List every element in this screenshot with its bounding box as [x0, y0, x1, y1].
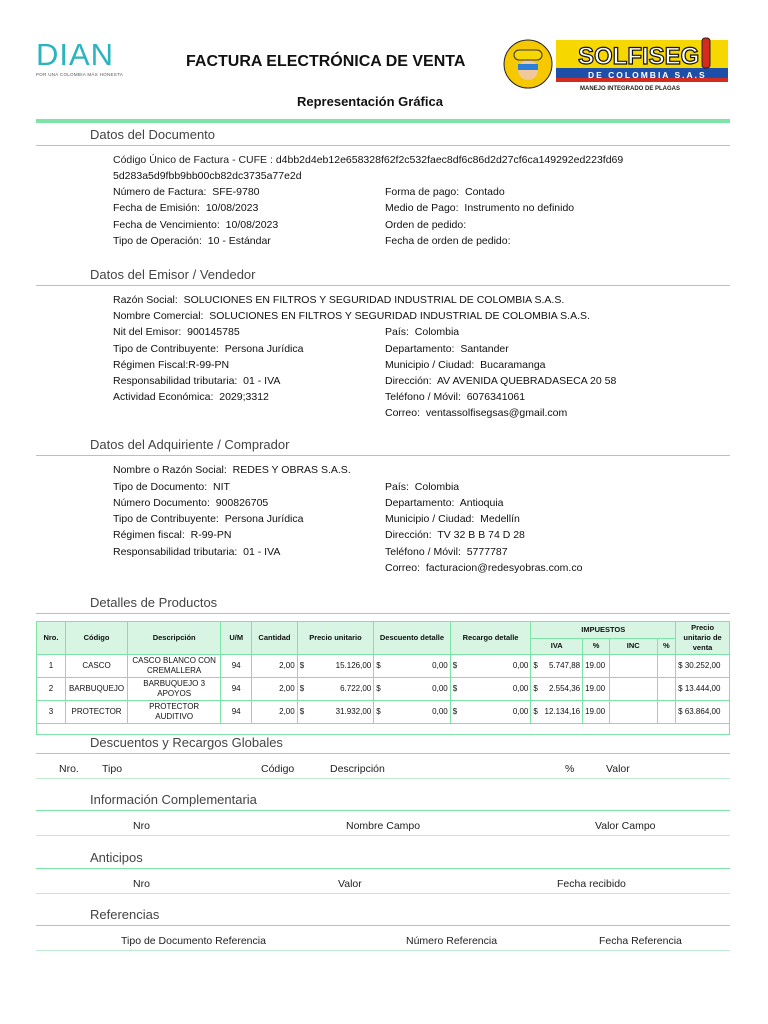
- adq-depto-row: [385, 497, 504, 509]
- ref-col-tipo: Tipo de Documento Referencia: [121, 935, 266, 947]
- solfiseg-logo: [496, 34, 730, 94]
- row-divider: [36, 778, 730, 779]
- section-productos-title: Detalles de Productos: [90, 595, 218, 610]
- table-row: 3 PROTECTOR PROTECTOR AUDITIVO 94 2,00 $ 31.932,00 $ 0,00 $ 0,00 $ 12.134,16 19.00 $ 63.864,00: [37, 701, 730, 724]
- desc-col-valor: Valor: [606, 763, 630, 775]
- depto-value: Santander: [460, 343, 509, 355]
- dian-tagline: POR UNA COLOMBIA MÁS HONESTA: [36, 72, 124, 77]
- adq-regimen-value: R-99-PN: [190, 529, 232, 541]
- adq-correo-row: [385, 562, 582, 574]
- adq-contrib-row: [113, 513, 303, 525]
- ref-col-numero: Número Referencia: [406, 935, 498, 947]
- medio-value: Instrumento no definido: [464, 202, 575, 214]
- section-divider: [36, 285, 730, 286]
- dian-logo: [36, 37, 126, 85]
- tipodoc-row: [113, 481, 230, 493]
- col-descripcion: Descripción: [128, 622, 221, 655]
- muni-label: Municipio / Ciudad:: [385, 359, 475, 371]
- adq-dir-label: Dirección:: [385, 529, 432, 541]
- adq-pais-row: [385, 481, 459, 493]
- regimen-row: [113, 359, 229, 371]
- correo-label: Correo:: [385, 407, 421, 419]
- col-cantidad: Cantidad: [252, 622, 298, 655]
- adq-tel-row: [385, 546, 508, 558]
- adq-pais-value: Colombia: [414, 481, 460, 493]
- nit-value: 900145785: [187, 326, 240, 338]
- brand-sub: DE COLOMBIA S.A.S: [588, 70, 707, 80]
- regimen-label: Régimen Fiscal:: [113, 359, 189, 371]
- pais-value: Colombia: [414, 326, 460, 338]
- razon-value: SOLUCIONES EN FILTROS Y SEGURIDAD INDUSTRIAL DE COLOMBIA S.A.S.: [183, 294, 565, 306]
- tipodoc-value: NIT: [213, 481, 230, 493]
- cufe-row: [113, 154, 623, 166]
- tel-value: 6076341061: [466, 391, 526, 403]
- anticipos-col-valor: Valor: [338, 878, 362, 890]
- comercial-value: SOLUCIONES EN FILTROS Y SEGURIDAD INDUSTRIAL DE COLOMBIA S.A.S.: [209, 310, 590, 322]
- desc-col-codigo: Código: [261, 763, 295, 775]
- forma-value: Contado: [464, 186, 505, 198]
- desc-col-descripcion: Descripción: [330, 763, 385, 775]
- resp-row: [113, 375, 280, 387]
- dir-value: AV AVENIDA QUEBRADASECA 20 58: [436, 375, 617, 387]
- nit-row: [113, 326, 240, 338]
- document-title: FACTURA ELECTRÓNICA DE VENTA: [186, 53, 466, 70]
- section-divider: [36, 455, 730, 456]
- col-inc: INC: [609, 638, 657, 655]
- col-descuento: Descuento detalle: [374, 622, 451, 655]
- info-col-valor: Valor Campo: [595, 820, 656, 832]
- medio-row: [385, 202, 574, 214]
- products-table: [36, 621, 730, 735]
- table-header-row: [37, 622, 730, 639]
- numero-value: SFE-9780: [212, 186, 260, 198]
- cufe-label: Código Único de Factura - CUFE :: [113, 154, 273, 166]
- section-referencias-title: Referencias: [90, 907, 160, 922]
- desc-col-pct: %: [565, 763, 575, 775]
- actividad-label: Actividad Económica:: [113, 391, 214, 403]
- contrib-value: Persona Jurídica: [224, 343, 304, 355]
- col-codigo: Código: [65, 622, 127, 655]
- cufe-value: d4bb2d4eb12e658328f62f2c532faec8df6c86d2d27cf6ca149292ed223fd69: [275, 154, 624, 166]
- col-impuestos: IMPUESTOS: [531, 622, 676, 639]
- adq-resp-value: 01 - IVA: [243, 546, 281, 558]
- contrib-label: Tipo de Contribuyente:: [113, 343, 219, 355]
- section-emisor-title: Datos del Emisor / Vendedor: [90, 267, 256, 282]
- brand-tagline: MANEJO INTEGRADO DE PLAGAS: [580, 86, 681, 92]
- section-documento-title: Datos del Documento: [90, 127, 216, 142]
- adq-regimen-label: Régimen fiscal:: [113, 529, 185, 541]
- adq-dir-value: TV 32 B B 74 D 28: [437, 529, 525, 541]
- comercial-row: [113, 310, 590, 322]
- section-divider: [36, 810, 730, 811]
- adq-muni-label: Municipio / Ciudad:: [385, 513, 475, 525]
- adq-muni-row: [385, 513, 520, 525]
- adq-regimen-row: [113, 529, 231, 541]
- emision-row: [113, 202, 258, 214]
- tel-label: Teléfono / Móvil:: [385, 391, 461, 403]
- forma-row: [385, 186, 505, 198]
- nombre-label: Nombre o Razón Social:: [113, 464, 227, 476]
- table-filler-row: [37, 724, 730, 735]
- col-recargo: Recargo detalle: [450, 622, 531, 655]
- row-divider: [36, 835, 730, 836]
- col-precio: Precio unitario: [297, 622, 374, 655]
- section-bar: [36, 119, 730, 123]
- adq-correo-label: Correo:: [385, 562, 421, 574]
- adq-contrib-label: Tipo de Contribuyente:: [113, 513, 219, 525]
- muni-value: Bucaramanga: [480, 359, 546, 371]
- col-inc-pct: %: [657, 638, 676, 655]
- adq-correo-value: facturacion@redesyobras.com.co: [425, 562, 583, 574]
- section-divider: [36, 925, 730, 926]
- adq-depto-label: Departamento:: [385, 497, 455, 509]
- info-col-nro: Nro: [133, 820, 150, 832]
- vencimiento-label: Fecha de Vencimiento:: [113, 219, 220, 231]
- operacion-label: Tipo de Operación:: [113, 235, 202, 247]
- adq-contrib-value: Persona Jurídica: [224, 513, 304, 525]
- adq-resp-row: [113, 546, 280, 558]
- correo-value: ventassolfisegsas@gmail.com: [425, 407, 568, 419]
- comercial-label: Nombre Comercial:: [113, 310, 204, 322]
- numero-label: Número de Factura:: [113, 186, 207, 198]
- pais-label: País:: [385, 326, 409, 338]
- vencimiento-row: [113, 219, 278, 231]
- section-info-title: Información Complementaria: [90, 792, 257, 807]
- correo-row: [385, 407, 567, 419]
- razon-row: [113, 294, 564, 306]
- ref-col-fecha: Fecha Referencia: [599, 935, 682, 947]
- numdoc-label: Número Documento:: [113, 497, 210, 509]
- adq-pais-label: País:: [385, 481, 409, 493]
- table-row: 1 CASCO CASCO BLANCO CON CREMALLERA 94 2,00 $ 15.126,00 $ 0,00 $ 0,00 $ 5.747,88 19.00 $ 30.252,00: [37, 655, 730, 678]
- vencimiento-value: 10/08/2023: [225, 219, 279, 231]
- row-divider: [36, 950, 730, 951]
- col-iva: IVA: [531, 638, 583, 655]
- fecha-orden-label: Fecha de orden de pedido:: [385, 235, 511, 247]
- razon-label: Razón Social:: [113, 294, 178, 306]
- col-iva-pct: %: [583, 638, 610, 655]
- anticipos-col-nro: Nro: [133, 878, 150, 890]
- section-divider: [36, 868, 730, 869]
- anticipos-col-fecha: Fecha recibido: [557, 878, 626, 890]
- section-descuentos-title: Descuentos y Recargos Globales: [90, 735, 283, 750]
- resp-value: 01 - IVA: [243, 375, 281, 387]
- section-divider: [36, 753, 730, 754]
- dir-label: Dirección:: [385, 375, 432, 387]
- col-precio-venta: Precio unitario de venta: [676, 622, 730, 655]
- adq-dir-row: [385, 529, 525, 541]
- regimen-value: R-99-PN: [188, 359, 230, 371]
- operacion-row: [113, 235, 271, 247]
- section-divider: [36, 145, 730, 146]
- contrib-row: [113, 343, 303, 355]
- orden-label: Orden de pedido:: [385, 219, 467, 231]
- desc-col-tipo: Tipo: [102, 763, 123, 775]
- numdoc-value: 900826705: [215, 497, 269, 509]
- brand-name: SOLFISEG: [578, 43, 700, 70]
- actividad-value: 2029;3312: [219, 391, 269, 403]
- adq-tel-value: 5777787: [466, 546, 508, 558]
- tel-row: [385, 391, 525, 403]
- desc-col-nro: Nro.: [59, 763, 79, 775]
- document-subtitle: Representación Gráfica: [297, 94, 443, 109]
- cufe-value-2: 5d283a5d9fbb9bb00cb82dc3735a77e2d: [113, 170, 302, 182]
- dian-logo-text: DIAN: [36, 37, 115, 72]
- depto-label: Departamento:: [385, 343, 455, 355]
- nombre-value: REDES Y OBRAS S.A.S.: [232, 464, 351, 476]
- emision-value: 10/08/2023: [205, 202, 259, 214]
- adq-resp-label: Responsabilidad tributaria:: [113, 546, 238, 558]
- col-nro: Nro.: [37, 622, 66, 655]
- nombre-row: [113, 464, 351, 476]
- solfiseg-logo-graphic: [496, 34, 730, 94]
- pais-row: [385, 326, 459, 338]
- row-divider: [36, 893, 730, 894]
- col-um: U/M: [221, 622, 252, 655]
- tipodoc-label: Tipo de Documento:: [113, 481, 208, 493]
- resp-label: Responsabilidad tributaria:: [113, 375, 238, 387]
- actividad-row: [113, 391, 269, 403]
- nit-label: Nit del Emisor:: [113, 326, 182, 338]
- numdoc-row: [113, 497, 268, 509]
- medio-label: Medio de Pago:: [385, 202, 459, 214]
- adq-muni-value: Medellín: [480, 513, 520, 525]
- adq-tel-label: Teléfono / Móvil:: [385, 546, 461, 558]
- dir-row: [385, 375, 616, 387]
- emision-label: Fecha de Emisión:: [113, 202, 200, 214]
- section-adquiriente-title: Datos del Adquiriente / Comprador: [90, 437, 290, 452]
- depto-row: [385, 343, 509, 355]
- muni-row: [385, 359, 546, 371]
- adq-depto-value: Antioquia: [459, 497, 504, 509]
- forma-label: Forma de pago:: [385, 186, 460, 198]
- operacion-value: 10 - Estándar: [207, 235, 271, 247]
- table-row: 2 BARBUQUEJO BARBUQUEJO 3 APOYOS 94 2,00 $ 6.722,00 $ 0,00 $ 0,00 $ 2.554,36 19.00 $ 13.444,00: [37, 678, 730, 701]
- numero-row: [113, 186, 260, 198]
- section-divider: [36, 613, 730, 614]
- section-anticipos-title: Anticipos: [90, 850, 143, 865]
- info-col-nombre: Nombre Campo: [346, 820, 421, 832]
